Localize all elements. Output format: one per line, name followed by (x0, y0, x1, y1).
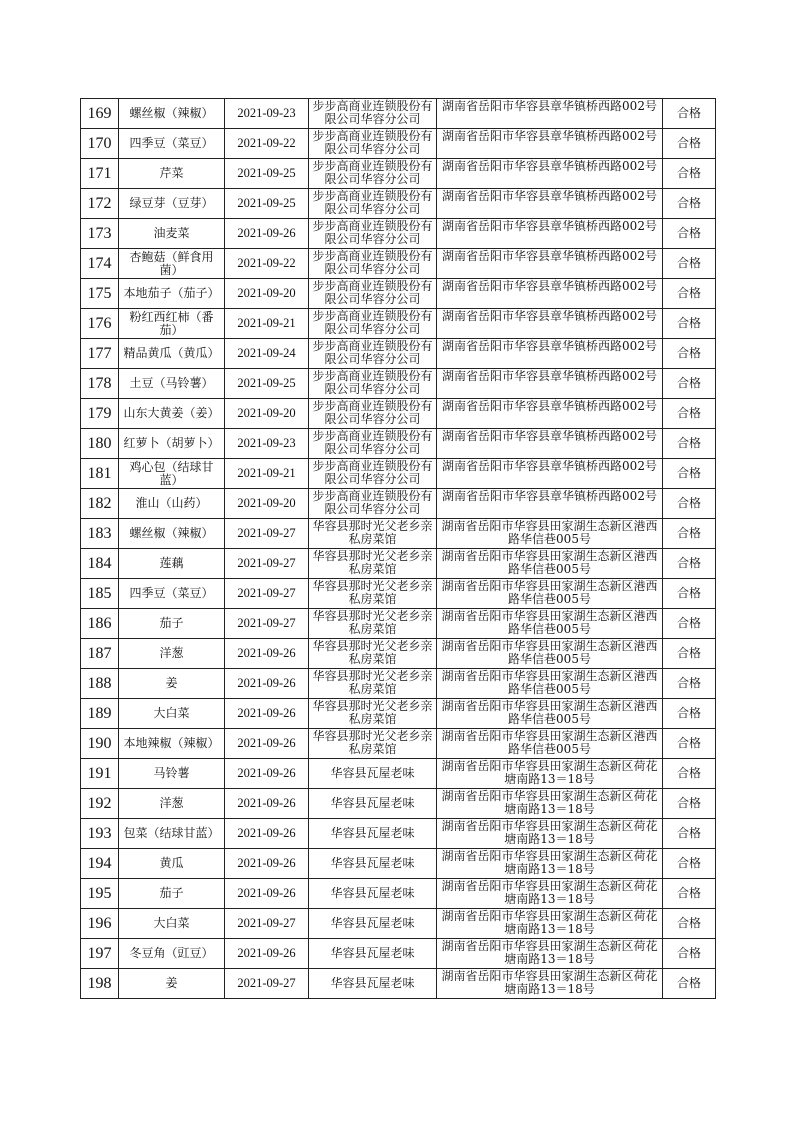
product-name: 冬豆角（豇豆） (119, 939, 225, 969)
row-number: 171 (81, 159, 119, 189)
inspection-result: 合格 (663, 429, 716, 459)
company-address: 湖南省岳阳市华容县田家湖生态新区荷花塘南路13＝18号 (437, 939, 663, 969)
company-name: 华容县那时光父老乡亲私房菜馆 (309, 549, 437, 579)
sample-date: 2021-09-25 (225, 189, 309, 219)
sample-date: 2021-09-27 (225, 519, 309, 549)
company-address: 湖南省岳阳市华容县章华镇桥西路002号 (437, 249, 663, 279)
table-row (81, 609, 716, 639)
product-name: 杏鲍菇（鲜食用菌） (119, 249, 225, 279)
company-address: 湖南省岳阳市华容县章华镇桥西路002号 (437, 159, 663, 189)
table-body (81, 99, 716, 999)
product-name: 螺丝椒（辣椒） (119, 519, 225, 549)
sample-date: 2021-09-26 (225, 819, 309, 849)
row-number: 181 (81, 459, 119, 489)
company-address: 湖南省岳阳市华容县田家湖生态新区港西路华信巷005号 (437, 609, 663, 639)
table-row (81, 969, 716, 999)
sample-date: 2021-09-26 (225, 639, 309, 669)
table-row (81, 339, 716, 369)
row-number: 190 (81, 729, 119, 759)
sample-date: 2021-09-21 (225, 459, 309, 489)
company-name: 华容县那时光父老乡亲私房菜馆 (309, 729, 437, 759)
sample-date: 2021-09-20 (225, 489, 309, 519)
company-address: 湖南省岳阳市华容县章华镇桥西路002号 (437, 99, 663, 129)
inspection-result: 合格 (663, 729, 716, 759)
table-row (81, 429, 716, 459)
inspection-result: 合格 (663, 249, 716, 279)
table-row (81, 99, 716, 129)
company-address: 湖南省岳阳市华容县章华镇桥西路002号 (437, 189, 663, 219)
company-name: 华容县瓦屋老味 (309, 819, 437, 849)
sample-date: 2021-09-26 (225, 789, 309, 819)
inspection-result: 合格 (663, 939, 716, 969)
table-row (81, 219, 716, 249)
product-name: 精品黄瓜（黄瓜） (119, 339, 225, 369)
table-row (81, 249, 716, 279)
company-address: 湖南省岳阳市华容县章华镇桥西路002号 (437, 309, 663, 339)
company-name: 步步高商业连锁股份有限公司华容分公司 (309, 309, 437, 339)
product-name: 四季豆（菜豆） (119, 129, 225, 159)
row-number: 192 (81, 789, 119, 819)
sample-date: 2021-09-27 (225, 969, 309, 999)
row-number: 198 (81, 969, 119, 999)
row-number: 173 (81, 219, 119, 249)
company-name: 步步高商业连锁股份有限公司华容分公司 (309, 279, 437, 309)
company-name: 华容县瓦屋老味 (309, 759, 437, 789)
row-number: 189 (81, 699, 119, 729)
inspection-result: 合格 (663, 99, 716, 129)
inspection-result: 合格 (663, 759, 716, 789)
company-name: 步步高商业连锁股份有限公司华容分公司 (309, 129, 437, 159)
product-name: 茄子 (119, 609, 225, 639)
company-name: 步步高商业连锁股份有限公司华容分公司 (309, 369, 437, 399)
table-row (81, 789, 716, 819)
row-number: 188 (81, 669, 119, 699)
company-name: 华容县瓦屋老味 (309, 879, 437, 909)
table-row (81, 309, 716, 339)
product-name: 螺丝椒（辣椒） (119, 99, 225, 129)
company-address: 湖南省岳阳市华容县田家湖生态新区荷花塘南路13＝18号 (437, 819, 663, 849)
product-name: 绿豆芽（豆芽） (119, 189, 225, 219)
row-number: 194 (81, 849, 119, 879)
company-address: 湖南省岳阳市华容县田家湖生态新区港西路华信巷005号 (437, 729, 663, 759)
table-row (81, 729, 716, 759)
company-address: 湖南省岳阳市华容县章华镇桥西路002号 (437, 219, 663, 249)
row-number: 183 (81, 519, 119, 549)
row-number: 176 (81, 309, 119, 339)
inspection-result: 合格 (663, 549, 716, 579)
sample-date: 2021-09-25 (225, 369, 309, 399)
company-name: 华容县那时光父老乡亲私房菜馆 (309, 609, 437, 639)
sample-date: 2021-09-20 (225, 279, 309, 309)
sample-date: 2021-09-26 (225, 849, 309, 879)
table-row (81, 579, 716, 609)
table-row (81, 939, 716, 969)
row-number: 187 (81, 639, 119, 669)
row-number: 193 (81, 819, 119, 849)
inspection-result: 合格 (663, 849, 716, 879)
inspection-result: 合格 (663, 639, 716, 669)
sample-date: 2021-09-22 (225, 249, 309, 279)
sample-date: 2021-09-26 (225, 729, 309, 759)
sample-date: 2021-09-25 (225, 159, 309, 189)
inspection-result: 合格 (663, 129, 716, 159)
sample-date: 2021-09-26 (225, 939, 309, 969)
sample-date: 2021-09-21 (225, 309, 309, 339)
company-address: 湖南省岳阳市华容县田家湖生态新区荷花塘南路13＝18号 (437, 789, 663, 819)
row-number: 179 (81, 399, 119, 429)
table-row (81, 549, 716, 579)
row-number: 169 (81, 99, 119, 129)
product-name: 黄瓜 (119, 849, 225, 879)
company-address: 湖南省岳阳市华容县章华镇桥西路002号 (437, 429, 663, 459)
product-name: 粉红西红柿（番茄） (119, 309, 225, 339)
inspection-result: 合格 (663, 819, 716, 849)
table-row (81, 879, 716, 909)
company-address: 湖南省岳阳市华容县章华镇桥西路002号 (437, 369, 663, 399)
inspection-result: 合格 (663, 519, 716, 549)
row-number: 185 (81, 579, 119, 609)
table-row (81, 489, 716, 519)
product-name: 红萝卜（胡萝卜） (119, 429, 225, 459)
product-name: 莲藕 (119, 549, 225, 579)
company-name: 华容县那时光父老乡亲私房菜馆 (309, 699, 437, 729)
inspection-result: 合格 (663, 669, 716, 699)
row-number: 175 (81, 279, 119, 309)
product-name: 芹菜 (119, 159, 225, 189)
company-address: 湖南省岳阳市华容县章华镇桥西路002号 (437, 339, 663, 369)
company-address: 湖南省岳阳市华容县田家湖生态新区荷花塘南路13＝18号 (437, 879, 663, 909)
row-number: 182 (81, 489, 119, 519)
inspection-result: 合格 (663, 789, 716, 819)
product-name: 鸡心包（结球甘蓝） (119, 459, 225, 489)
company-name: 步步高商业连锁股份有限公司华容分公司 (309, 399, 437, 429)
company-name: 步步高商业连锁股份有限公司华容分公司 (309, 219, 437, 249)
row-number: 197 (81, 939, 119, 969)
company-address: 湖南省岳阳市华容县田家湖生态新区港西路华信巷005号 (437, 669, 663, 699)
company-name: 步步高商业连锁股份有限公司华容分公司 (309, 429, 437, 459)
table-row (81, 189, 716, 219)
product-name: 本地茄子（茄子） (119, 279, 225, 309)
inspection-result: 合格 (663, 279, 716, 309)
company-name: 华容县那时光父老乡亲私房菜馆 (309, 579, 437, 609)
company-address: 湖南省岳阳市华容县田家湖生态新区荷花塘南路13＝18号 (437, 969, 663, 999)
row-number: 191 (81, 759, 119, 789)
company-address: 湖南省岳阳市华容县田家湖生态新区港西路华信巷005号 (437, 519, 663, 549)
company-address: 湖南省岳阳市华容县田家湖生态新区荷花塘南路13＝18号 (437, 849, 663, 879)
product-name: 洋葱 (119, 639, 225, 669)
sample-date: 2021-09-27 (225, 549, 309, 579)
company-name: 华容县那时光父老乡亲私房菜馆 (309, 519, 437, 549)
company-name: 华容县瓦屋老味 (309, 939, 437, 969)
product-name: 姜 (119, 669, 225, 699)
company-address: 湖南省岳阳市华容县田家湖生态新区港西路华信巷005号 (437, 699, 663, 729)
table-row (81, 639, 716, 669)
company-name: 步步高商业连锁股份有限公司华容分公司 (309, 459, 437, 489)
sample-date: 2021-09-26 (225, 699, 309, 729)
table-row (81, 159, 716, 189)
product-name: 包菜（结球甘蓝） (119, 819, 225, 849)
company-name: 步步高商业连锁股份有限公司华容分公司 (309, 159, 437, 189)
company-name: 华容县瓦屋老味 (309, 909, 437, 939)
inspection-result: 合格 (663, 159, 716, 189)
company-address: 湖南省岳阳市华容县田家湖生态新区港西路华信巷005号 (437, 549, 663, 579)
sample-date: 2021-09-27 (225, 579, 309, 609)
company-name: 华容县那时光父老乡亲私房菜馆 (309, 669, 437, 699)
table-row (81, 669, 716, 699)
inspection-results-table (80, 98, 716, 999)
row-number: 178 (81, 369, 119, 399)
product-name: 姜 (119, 969, 225, 999)
sample-date: 2021-09-23 (225, 429, 309, 459)
row-number: 195 (81, 879, 119, 909)
company-name: 华容县瓦屋老味 (309, 849, 437, 879)
inspection-result: 合格 (663, 579, 716, 609)
company-name: 华容县那时光父老乡亲私房菜馆 (309, 639, 437, 669)
company-address: 湖南省岳阳市华容县章华镇桥西路002号 (437, 459, 663, 489)
company-address: 湖南省岳阳市华容县田家湖生态新区荷花塘南路13＝18号 (437, 759, 663, 789)
product-name: 四季豆（菜豆） (119, 579, 225, 609)
sample-date: 2021-09-20 (225, 399, 309, 429)
row-number: 172 (81, 189, 119, 219)
product-name: 本地辣椒（辣椒） (119, 729, 225, 759)
table-row (81, 699, 716, 729)
table-row (81, 399, 716, 429)
company-name: 华容县瓦屋老味 (309, 789, 437, 819)
sample-date: 2021-09-27 (225, 909, 309, 939)
table-row (81, 849, 716, 879)
table-row (81, 369, 716, 399)
table-row (81, 279, 716, 309)
company-address: 湖南省岳阳市华容县章华镇桥西路002号 (437, 399, 663, 429)
company-address: 湖南省岳阳市华容县田家湖生态新区港西路华信巷005号 (437, 579, 663, 609)
product-name: 马铃薯 (119, 759, 225, 789)
company-name: 步步高商业连锁股份有限公司华容分公司 (309, 249, 437, 279)
product-name: 淮山（山药） (119, 489, 225, 519)
inspection-result: 合格 (663, 909, 716, 939)
inspection-result: 合格 (663, 189, 716, 219)
company-name: 步步高商业连锁股份有限公司华容分公司 (309, 339, 437, 369)
company-address: 湖南省岳阳市华容县章华镇桥西路002号 (437, 489, 663, 519)
sample-date: 2021-09-24 (225, 339, 309, 369)
company-name: 步步高商业连锁股份有限公司华容分公司 (309, 99, 437, 129)
company-name: 华容县瓦屋老味 (309, 969, 437, 999)
sample-date: 2021-09-26 (225, 879, 309, 909)
inspection-result: 合格 (663, 219, 716, 249)
product-name: 土豆（马铃薯） (119, 369, 225, 399)
company-address: 湖南省岳阳市华容县田家湖生态新区港西路华信巷005号 (437, 639, 663, 669)
row-number: 184 (81, 549, 119, 579)
table-row (81, 759, 716, 789)
inspection-result: 合格 (663, 309, 716, 339)
product-name: 油麦菜 (119, 219, 225, 249)
row-number: 174 (81, 249, 119, 279)
sample-date: 2021-09-27 (225, 609, 309, 639)
product-name: 大白菜 (119, 699, 225, 729)
product-name: 茄子 (119, 879, 225, 909)
inspection-result: 合格 (663, 459, 716, 489)
inspection-result: 合格 (663, 699, 716, 729)
sample-date: 2021-09-26 (225, 759, 309, 789)
sample-date: 2021-09-26 (225, 219, 309, 249)
company-address: 湖南省岳阳市华容县田家湖生态新区荷花塘南路13＝18号 (437, 909, 663, 939)
table-row (81, 519, 716, 549)
inspection-result: 合格 (663, 609, 716, 639)
inspection-result: 合格 (663, 879, 716, 909)
table-row (81, 129, 716, 159)
inspection-result: 合格 (663, 339, 716, 369)
row-number: 180 (81, 429, 119, 459)
product-name: 大白菜 (119, 909, 225, 939)
company-address: 湖南省岳阳市华容县章华镇桥西路002号 (437, 279, 663, 309)
product-name: 山东大黄姜（姜） (119, 399, 225, 429)
company-name: 步步高商业连锁股份有限公司华容分公司 (309, 489, 437, 519)
row-number: 177 (81, 339, 119, 369)
table-row (81, 909, 716, 939)
row-number: 186 (81, 609, 119, 639)
company-address: 湖南省岳阳市华容县章华镇桥西路002号 (437, 129, 663, 159)
inspection-result: 合格 (663, 489, 716, 519)
sample-date: 2021-09-26 (225, 669, 309, 699)
company-name: 步步高商业连锁股份有限公司华容分公司 (309, 189, 437, 219)
product-name: 洋葱 (119, 789, 225, 819)
inspection-result: 合格 (663, 969, 716, 999)
row-number: 196 (81, 909, 119, 939)
inspection-result: 合格 (663, 399, 716, 429)
sample-date: 2021-09-22 (225, 129, 309, 159)
table-row (81, 819, 716, 849)
row-number: 170 (81, 129, 119, 159)
sample-date: 2021-09-23 (225, 99, 309, 129)
table-row (81, 459, 716, 489)
inspection-result: 合格 (663, 369, 716, 399)
